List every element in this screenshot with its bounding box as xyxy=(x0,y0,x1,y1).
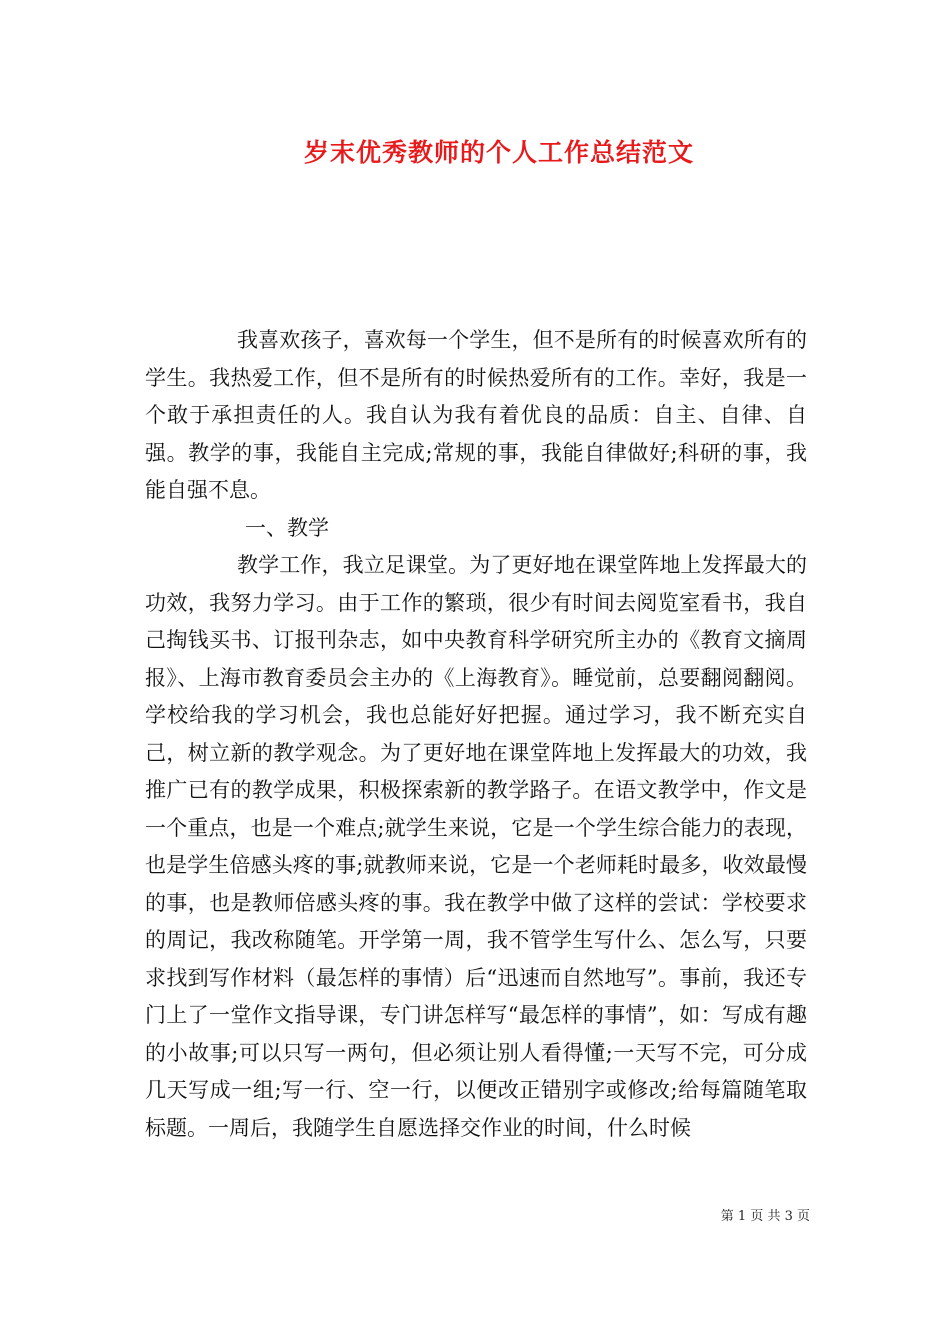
document-body xyxy=(145,322,807,1147)
page-footer: 第 1 页 共 3 页 xyxy=(720,1209,810,1224)
paragraph-intro: 我喜欢孩子，喜欢每一个学生，但不是所有的时候喜欢所有的学生。我热爱工作，但不是所有的时候热爱所有的工作。幸好，我是一个敢于承担责任的人。我自认为我有着优良的品质：自主、自律、自强。教学的事，我能自主完成;常规的事，我能自律做好;科研的事，我能自强不息。 xyxy=(145,328,807,502)
paragraph-teaching: 教学工作，我立足课堂。为了更好地在课堂阵地上发挥最大的功效，我努力学习。由于工作的繁琐，很少有时间去阅览室看书，我自己掏钱买书、订报刊杂志，如中央教育科学研究所主办的《教育文摘周报》、上海市教育委员会主办的《上海教育》。睡觉前，总要翻阅翻阅。学校给我的学习机会，我也总能好好把握。通过学习，我不断充实自己，树立新的教学观念。为了更好地在课堂阵地上发挥最大的功效，我推广已有的教学成果，积极探索新的教学路子。在语文教学中，作文是一个重点，也是一个难点;就学生来说，它是一个学生综合能力的表现，也是学生倍感头疼的事;就教师来说，它是一个老师耗时最多，收效最慢的事，也是教师倍感头疼的事。我在教学中做了这样的尝试：学校要求的周记，我改称随笔。开学第一周，我不管学生写什么、怎么写，只要求找到写作材料（最怎样的事情）后“迅速而自然地写”。事前，我还专门上了一堂作文指导课，专门讲怎样写“最怎样的事情”，如：写成有趣的小故事;可以只写一两句，但必须让别人看得懂;一天写不完，可分成几天写成一组;写一行、空一行，以便改正错别字或修改;给每篇随笔取标题。一周后，我随学生自愿选择交作业的时间，什么时候 xyxy=(145,553,807,1140)
section-heading-teaching: 一、教学 xyxy=(245,515,329,540)
document-title: 岁末优秀教师的个人工作总结范文 xyxy=(303,138,694,167)
